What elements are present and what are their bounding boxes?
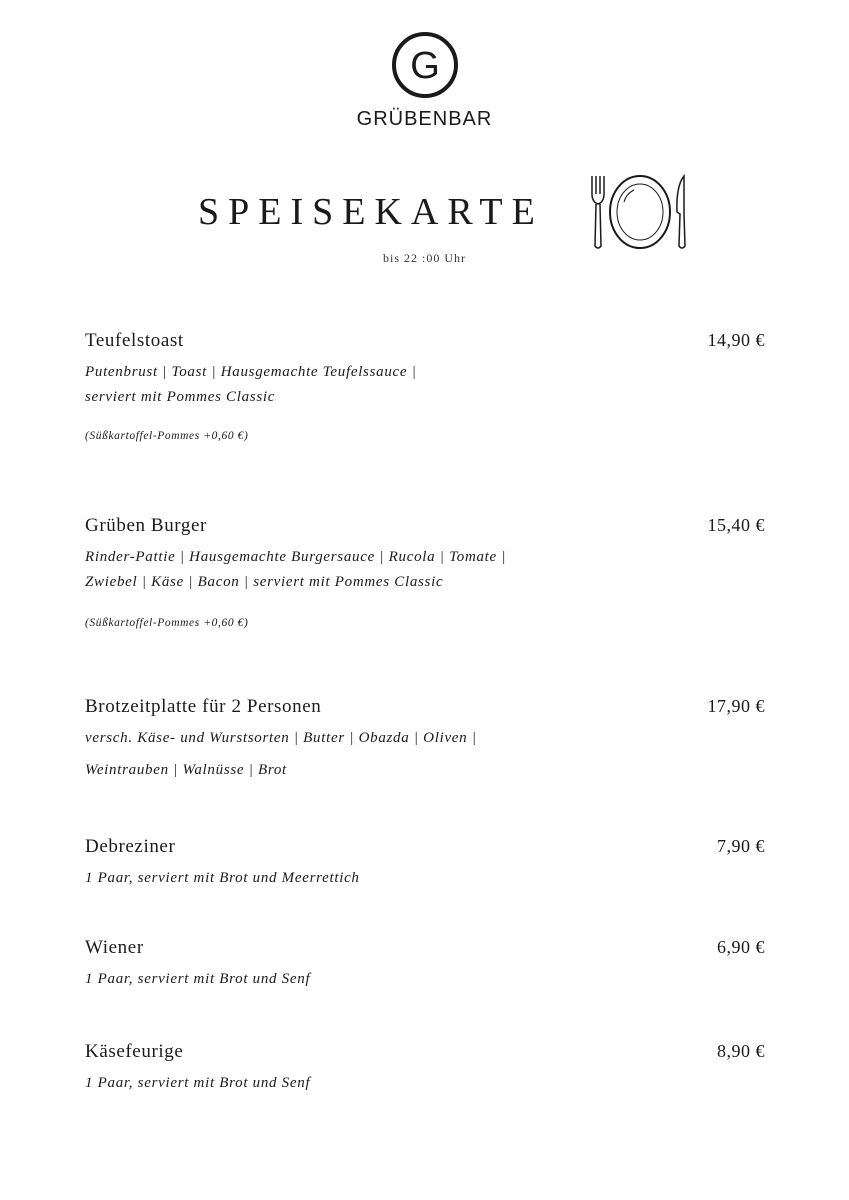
item-description: 1 Paar, serviert mit Brot und Senf bbox=[85, 971, 311, 987]
item-price: 17,90 € bbox=[707, 696, 765, 716]
logo-g-icon bbox=[390, 30, 460, 100]
item-price: 8,90 € bbox=[717, 1041, 765, 1061]
item-price: 15,40 € bbox=[707, 515, 765, 535]
item-price: 6,90 € bbox=[717, 937, 765, 957]
item-price: 7,90 € bbox=[717, 836, 765, 856]
item-description: 1 Paar, serviert mit Brot und Senf bbox=[85, 1075, 311, 1091]
svg-text:G: G bbox=[409, 45, 440, 87]
item-description: Rinder-Pattie | Hausgemachte Burgersauce | Rucola | Tomate | Zwiebel | Käse | Bacon | serviert mit Pommes Classic bbox=[85, 549, 507, 590]
item-name: Brotzeitplatte für 2 Personen bbox=[85, 696, 322, 717]
brand-name: GRÜBENBAR bbox=[356, 108, 493, 130]
opening-hours: bis 22 :00 Uhr bbox=[383, 251, 466, 265]
item-description: versch. Käse- und Wurstsorten | Butter | Obazda | Oliven | Weintrauben | Walnüsse | Brot bbox=[85, 730, 477, 778]
page-title: SPEISEKARTE bbox=[198, 191, 544, 233]
brand-logo bbox=[0, 30, 849, 131]
item-note: (Süßkartoffel-Pommes +0,60 €) bbox=[85, 430, 249, 442]
item-name: Debreziner bbox=[85, 836, 176, 857]
item-name: Grüben Burger bbox=[85, 515, 207, 536]
item-description: 1 Paar, serviert mit Brot und Meerrettich bbox=[85, 870, 360, 886]
item-note: (Süßkartoffel-Pommes +0,60 €) bbox=[85, 617, 249, 629]
cutlery-plate-icon bbox=[588, 172, 693, 252]
item-name: Käsefeurige bbox=[85, 1041, 184, 1062]
item-price: 14,90 € bbox=[707, 330, 765, 350]
item-name: Wiener bbox=[85, 937, 144, 958]
item-name: Teufelstoast bbox=[85, 330, 184, 351]
item-description: Putenbrust | Toast | Hausgemachte Teufelssauce | serviert mit Pommes Classic bbox=[85, 364, 417, 405]
